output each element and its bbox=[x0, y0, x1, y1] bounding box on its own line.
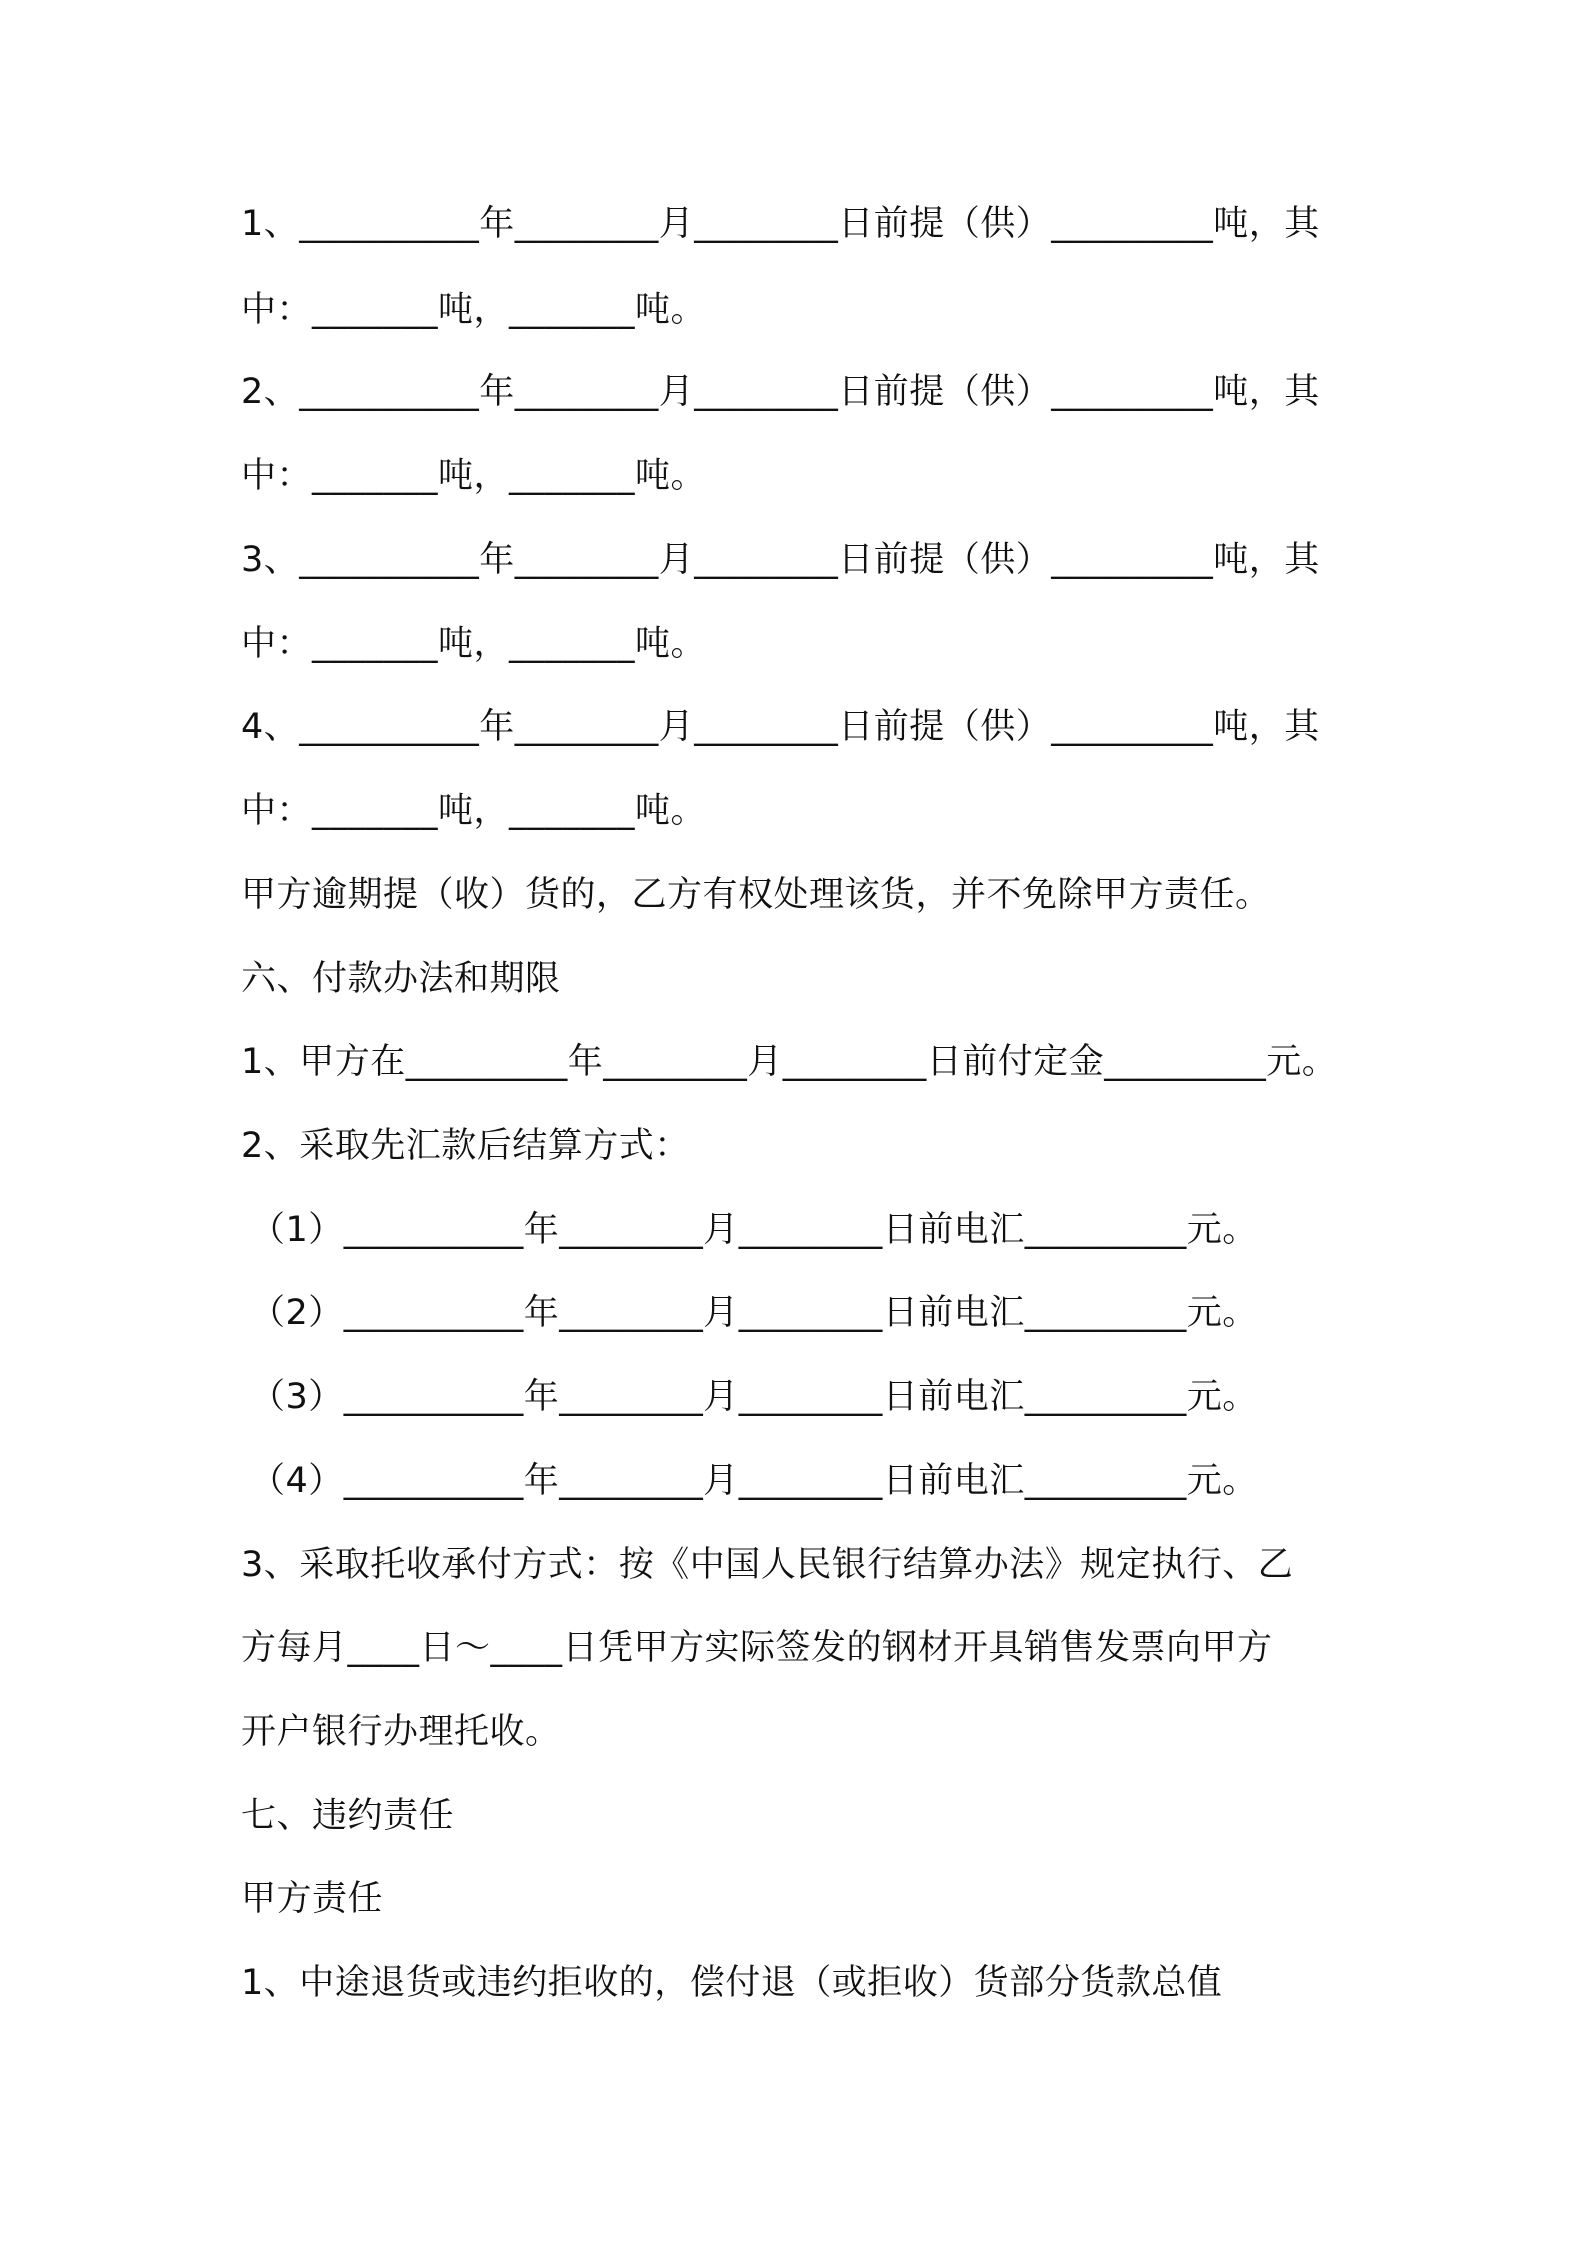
text-line: （2）__________年________月________日前电汇_________元。 bbox=[250, 1293, 1258, 1333]
text-line: 中：_______吨，_______吨。 bbox=[241, 290, 707, 330]
text-line: （1）__________年________月________日前电汇_________元。 bbox=[250, 1210, 1258, 1250]
text-line: 1、__________年________月________日前提（供）_________吨，其 bbox=[241, 204, 1320, 244]
subsection-heading: 甲方责任 bbox=[241, 1879, 384, 1919]
text-line: （4）__________年________月________日前电汇_________元。 bbox=[250, 1461, 1258, 1501]
section-heading: 七、违约责任 bbox=[241, 1796, 455, 1836]
text-line: 1、甲方在_________年________月________日前付定金_________元。 bbox=[241, 1042, 1338, 1082]
text-line: 中：_______吨，_______吨。 bbox=[241, 624, 707, 664]
text-line: 3、__________年________月________日前提（供）_________吨，其 bbox=[241, 540, 1320, 580]
text-line: 1、中途退货或违约拒收的，偿付退（或拒收）货部分货款总值 bbox=[241, 1963, 1223, 2003]
text-line: 2、采取先汇款后结算方式： bbox=[241, 1126, 690, 1166]
text-line: （3）__________年________月________日前电汇_________元。 bbox=[250, 1377, 1258, 1417]
text-line: 甲方逾期提（收）货的，乙方有权处理该货，并不免除甲方责任。 bbox=[241, 875, 1271, 915]
text-line: 开户银行办理托收。 bbox=[241, 1712, 561, 1752]
text-line: 方每月____日～____日凭甲方实际签发的钢材开具销售发票向甲方 bbox=[241, 1628, 1273, 1668]
text-line: 2、__________年________月________日前提（供）_________吨，其 bbox=[241, 372, 1320, 412]
section-heading: 六、付款办法和期限 bbox=[241, 959, 561, 999]
text-line: 中：_______吨，_______吨。 bbox=[241, 456, 707, 496]
text-line: 中：_______吨，_______吨。 bbox=[241, 791, 707, 831]
text-line: 3、采取托收承付方式：按《中国人民银行结算办法》规定执行、乙 bbox=[241, 1545, 1294, 1585]
text-line: 4、__________年________月________日前提（供）_________吨，其 bbox=[241, 707, 1320, 747]
